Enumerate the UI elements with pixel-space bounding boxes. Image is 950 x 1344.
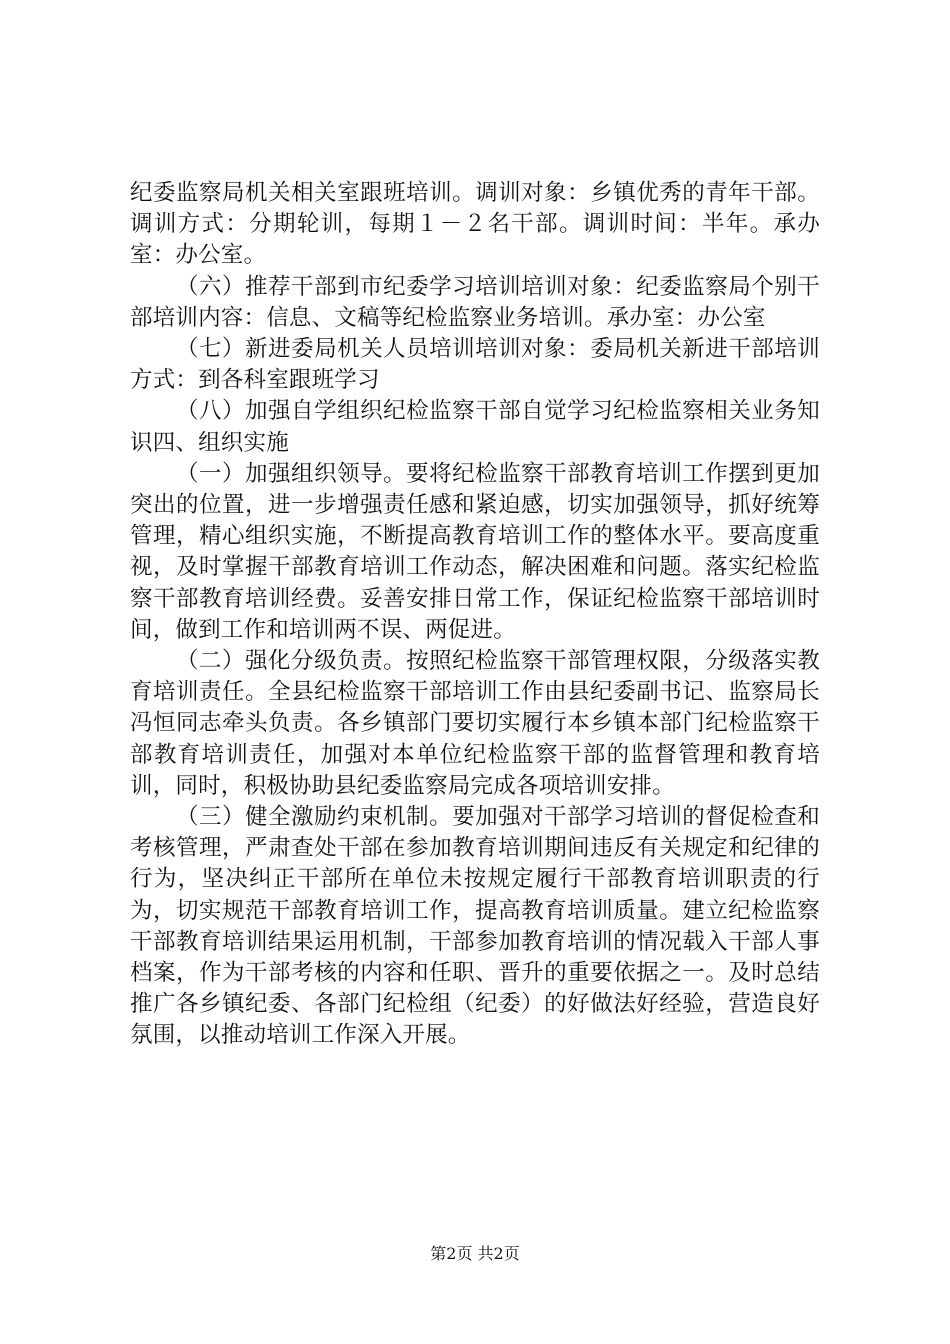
paragraph-6: （二）强化分级负责。按照纪检监察干部管理权限，分级落实教育培训责任。全县纪检监察干部培训工作由县纪委副书记、监察局长冯恒同志牵头负责。各乡镇部门要切实履行本乡镇本部门纪检监察干部教育培训责任，加强对本单位纪检监察干部的监督管理和教育培训，同时，积极协助县纪委监察局完成各项培训安排。 (130, 648, 820, 799)
paragraph-2: （六）推荐干部到市纪委学习培训培训对象：纪委监察局个别干部培训内容：信息、文稿等纪检监察业务培训。承办室：办公室 (130, 273, 820, 331)
paragraph-7: （三）健全激励约束机制。要加强对干部学习培训的督促检查和考核管理，严肃查处干部在参加教育培训期间违反有关规定和纪律的行为，坚决纠正干部所在单位未按规定履行干部教育培训职责的行为，切实规范干部教育培训工作，提高教育培训质量。建立纪检监察干部教育培训结果运用机制，干部参加教育培训的情况载入干部人事档案，作为干部考核的内容和任职、晋升的重要依据之一。及时总结推广各乡镇纪委、各部门纪检组（纪委）的好做法好经验，营造良好氛围，以推动培训工作深入开展。 (130, 804, 820, 1049)
document-body (130, 178, 820, 1052)
paragraph-1: 纪委监察局机关相关室跟班培训。调训对象：乡镇优秀的青年干部。调训方式：分期轮训，每期１－２名干部。调训时间：半年。承办室：办公室。 (130, 180, 820, 269)
page-number-label: 第2页 共2页 (430, 1244, 520, 1263)
paragraph-3: （七）新进委局机关人员培训培训对象：委局机关新进干部培训方式：到各科室跟班学习 (130, 336, 820, 394)
paragraph-5: （一）加强组织领导。要将纪检监察干部教育培训工作摆到更加突出的位置，进一步增强责任感和紧迫感，切实加强领导，抓好统筹管理，精心组织实施，不断提高教育培训工作的整体水平。要高度重视，及时掌握干部教育培训工作动态，解决困难和问题。落实纪检监察干部教育培训经费。妥善安排日常工作，保证纪检监察干部培训时间，做到工作和培训两不误、两促进。 (130, 460, 820, 643)
paragraph-4: （八）加强自学组织纪检监察干部自觉学习纪检监察相关业务知识四、组织实施 (130, 398, 820, 456)
page-footer (0, 1244, 950, 1264)
